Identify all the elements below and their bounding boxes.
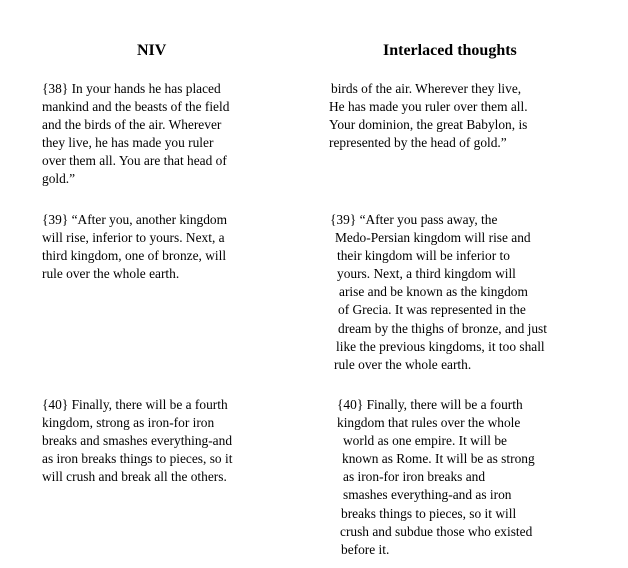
text-line: crush and subdue those who existed — [340, 523, 533, 539]
text-line: as iron-for iron breaks and — [343, 469, 486, 485]
niv-verse-38 — [42, 80, 229, 189]
interlaced-column-heading: Interlaced thoughts — [383, 42, 517, 59]
text-line: like the previous kingdoms, it too shall — [336, 338, 545, 354]
text-line: {39} “After you, another kingdom — [42, 212, 228, 227]
text-line: world as one empire. It will be — [343, 433, 507, 449]
niv-verse-40 — [42, 396, 232, 486]
text-line: dream by the thighs of bronze, and just — [338, 320, 547, 336]
text-line: before it. — [341, 541, 390, 557]
text-line: kingdom that rules over the whole — [337, 415, 521, 431]
interlaced-verse-40 — [337, 396, 535, 559]
text-line: breaks things to pieces, so it will — [341, 505, 517, 521]
text-line: {38} In your hands he has placed — [42, 81, 221, 96]
text-line: third kingdom, one of bronze, will — [42, 248, 227, 264]
text-line: birds of the air. Wherever they live, — [331, 81, 522, 96]
text-line: He has made you ruler over them all. — [329, 99, 528, 115]
text-line: their kingdom will be inferior to — [337, 248, 510, 264]
text-line: arise and be known as the kingdom — [339, 284, 528, 300]
text-line: will rise, inferior to yours. Next, a — [42, 230, 225, 246]
text-line: over them all. You are that head of — [42, 153, 227, 169]
text-line: yours. Next, a third kingdom will — [337, 266, 516, 282]
text-line: smashes everything-and as iron — [343, 487, 512, 503]
text-line: represented by the head of gold.” — [329, 135, 507, 151]
text-line: kingdom, strong as iron-for iron — [42, 415, 215, 431]
text-line: they live, he has made you ruler — [42, 135, 214, 151]
text-line: {40} Finally, there will be a fourth — [337, 397, 523, 412]
text-line: rule over the whole earth. — [42, 266, 180, 282]
text-line: breaks and smashes everything-and — [42, 433, 233, 449]
text-line: of Grecia. It was represented in the — [338, 302, 526, 318]
text-line: rule over the whole earth. — [334, 356, 472, 372]
text-line: as iron breaks things to pieces, so it — [42, 451, 233, 467]
text-line: known as Rome. It will be as strong — [342, 451, 535, 467]
niv-verse-39 — [42, 211, 227, 283]
text-line: gold.” — [42, 171, 76, 187]
niv-column-heading: NIV — [137, 42, 167, 59]
text-line: and the birds of the air. Wherever — [42, 117, 222, 133]
text-line: {40} Finally, there will be a fourth — [42, 397, 228, 412]
text-line: mankind and the beasts of the field — [42, 99, 230, 115]
text-line: Medo-Persian kingdom will rise and — [335, 230, 531, 246]
text-line: Your dominion, the great Babylon, is — [329, 117, 528, 133]
interlaced-verse-39 — [330, 211, 547, 374]
text-line: {39} “After you pass away, the — [330, 212, 498, 227]
text-line: will crush and break all the others. — [42, 469, 227, 485]
interlaced-verse-38 — [329, 80, 528, 152]
